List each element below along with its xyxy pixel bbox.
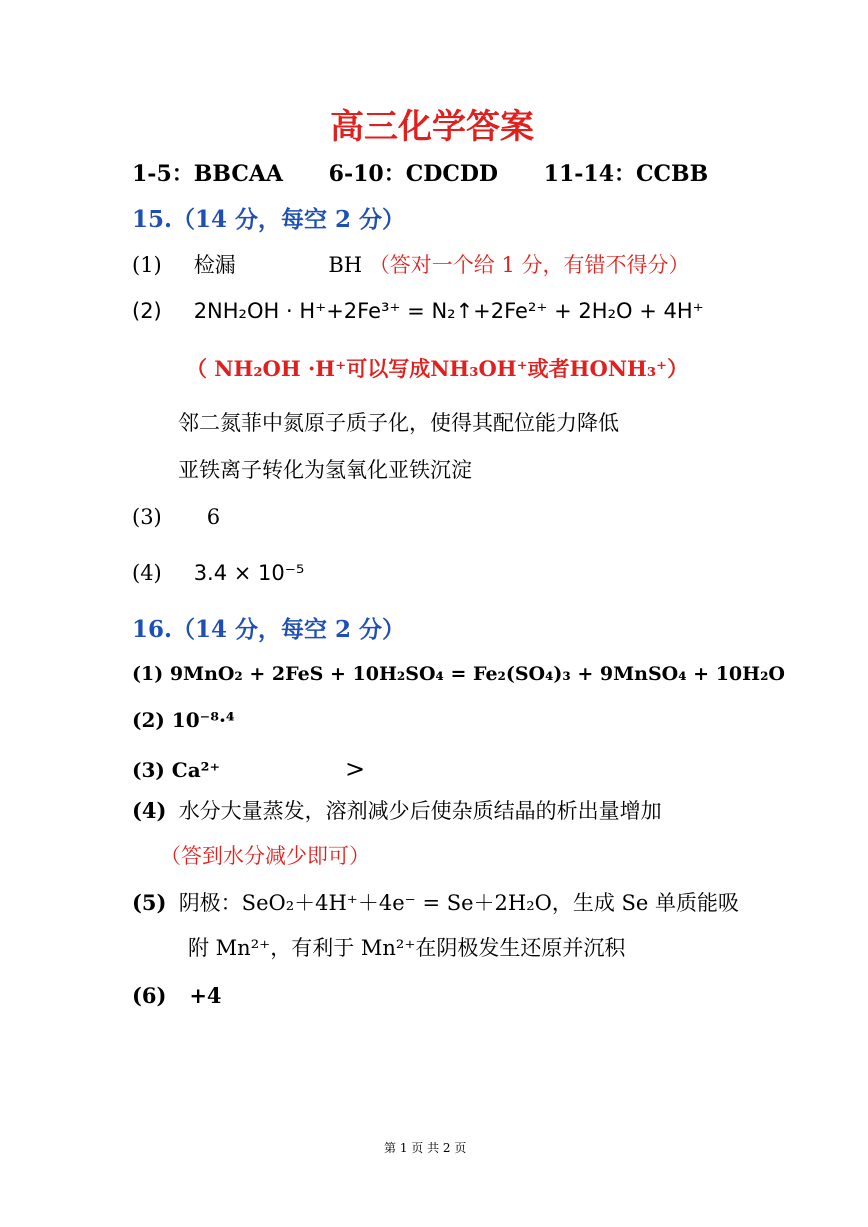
q15-part4 [132, 563, 304, 584]
answers-11-14: 11-14：CCBB [543, 161, 709, 187]
q16-part5-label: (5) [132, 890, 167, 915]
q15-part2-label: (2) [132, 299, 162, 323]
q16-heading: 16.（14 分，每空 2 分） [132, 616, 406, 643]
q16-part6-answer: +4 [189, 983, 222, 1008]
q15-heading: 15.（14 分，每空 2 分） [132, 206, 406, 233]
q16-part2: (2) 10⁻⁸·⁴ [132, 708, 235, 732]
q15-part2-reason1: 邻二氮菲中氮原子质子化，使得其配位能力降低 [178, 411, 619, 435]
page-title: 高三化学答案 [330, 107, 534, 147]
q16-part5-line2: 附 Mn²⁺，有利于 Mn²⁺在阴极发生还原并沉积 [188, 936, 626, 960]
q16-part3 [132, 757, 365, 781]
answers-1-5: 1-5：BBCAA [132, 161, 283, 187]
q15-part1 [132, 255, 690, 276]
q15-part3-label: (3) [132, 505, 162, 529]
q15-part1-answer: 检漏 [193, 253, 236, 277]
q15-part1-label: (1) [132, 253, 162, 277]
q16-part3-label: (3) Ca²⁺ [132, 758, 220, 782]
q16-part4 [132, 800, 662, 822]
page-footer: 第 1 页 共 2 页 [384, 1141, 467, 1155]
q15-part4-label: (4) [132, 561, 162, 585]
q16-part4-answer: 水分大量蒸发，溶剂减少后使杂质结晶的析出量增加 [178, 799, 662, 823]
q15-part2-equation: 2NH₂OH · H⁺+2Fe³⁺ = N₂↑+2Fe²⁺ + 2H₂O + 4H⁺ [193, 299, 704, 323]
q16-part1: (1) 9MnO₂ + 2FeS + 10H₂SO₄ = Fe₂(SO₄)₃ + 9MnSO₄ + 10H₂O [132, 663, 785, 685]
q16-part4-label: (4) [132, 798, 167, 823]
q16-part5 [132, 892, 739, 914]
q15-part2-reason2: 亚铁离子转化为氢氧化亚铁沉淀 [178, 458, 472, 482]
q15-part1-answer2: BH [328, 253, 363, 277]
answers-6-10: 6-10：CDCDD [328, 161, 498, 187]
q16-part6-label: (6) [132, 983, 167, 1008]
q16-part6 [132, 985, 222, 1006]
q15-part3 [132, 507, 220, 528]
q16-part4-note: （答到水分减少即可） [160, 844, 370, 868]
q16-part5-line1: 阴极：SeO₂＋4H⁺＋4e⁻ = Se＋2H₂O，生成 Se 单质能吸 [178, 891, 740, 915]
q16-part3-answer: > [344, 755, 366, 783]
q15-part3-answer: 6 [206, 505, 221, 529]
q15-part1-note: （答对一个给 1 分，有错不得分） [368, 253, 690, 277]
q15-part2-note: （ NH₂OH ·H⁺可以写成NH₃OH⁺或者HONH₃⁺） [186, 356, 689, 381]
q15-part4-answer: 3.4 × 10⁻⁵ [193, 561, 305, 585]
q15-part2 [132, 301, 704, 322]
choice-answers [132, 163, 746, 185]
